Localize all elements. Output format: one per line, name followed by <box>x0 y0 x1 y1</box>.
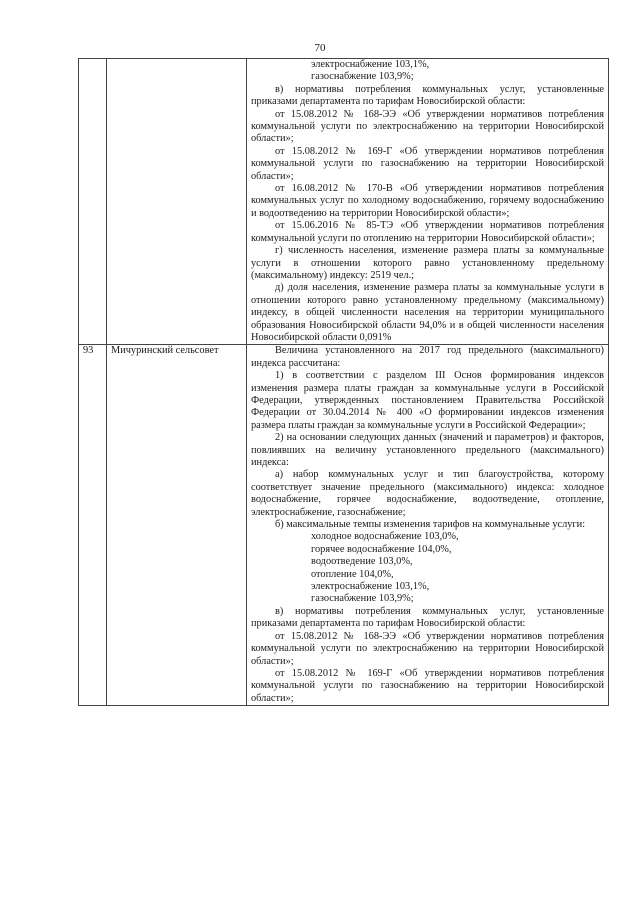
paragraph: в) нормативы потребления коммунальных услуг, установленные приказами департамента по тарифам Новосибирской области: <box>251 605 604 630</box>
municipality-name-cell <box>107 59 247 345</box>
tariff-list-item: водоотведение 103,0%, <box>311 556 413 568</box>
tariff-list-item: горячее водоснабжение 104,0%, <box>311 543 452 555</box>
tariff-list-item: газоснабжение 103,9%; <box>311 71 414 83</box>
paragraph: от 15.06.2016 № 85-ТЭ «Об утверждении нормативов потребления коммунальной услуги по отоплению на территории Новосибирской области»; <box>251 220 604 244</box>
municipality-name-cell: Мичуринский сельсовет <box>107 345 247 706</box>
paragraph: от 15.08.2012 № 168-ЭЭ «Об утверждении нормативов потребления коммунальной услуги по электроснабжению на территории Новосибирской области»; <box>251 630 604 667</box>
paragraph: Величина установленного на 2017 год предельного (максимального) индекса рассчитана: <box>251 345 604 369</box>
row-number-cell <box>79 59 107 345</box>
paragraph: 2) на основании следующих данных (значений и параметров) и факторов, повлиявших на величину установленного предельного (максимального) индекса: <box>251 432 604 468</box>
paragraph: 1) в соответствии с разделом III Основ формирования индексов изменения размера платы граждан за коммунальные услуги в Российской Федерации, утвержденных постановлением Правительства Российской Федерации от 30.04.2014 № 400 «О формировании индексов изменения размера платы граждан за коммунальные услуги в Российской Федерации»; <box>251 370 604 431</box>
municipality-index-table <box>78 58 609 706</box>
tariff-list-item: холодное водоснабжение 103,0%, <box>311 531 459 543</box>
paragraph: б) максимальные темпы изменения тарифов на коммунальные услуги: <box>275 519 586 531</box>
justification-text-cell <box>247 59 609 345</box>
page-number: 70 <box>314 42 326 54</box>
paragraph: в) нормативы потребления коммунальных услуг, установленные приказами департамента по тарифам Новосибирской области: <box>251 83 604 108</box>
paragraph: от 16.08.2012 № 170-В «Об утверждении нормативов потребления коммунальных услуг по холодному водоснабжению, горячему водоснабжению и водоотведению на территории Новосибирской области»; <box>251 183 604 219</box>
paragraph: г) численность населения, изменение размера платы за коммунальные услуги в отношении которого равно установленному предельному (максимальному) индексу: 2519 чел.; <box>251 245 604 281</box>
paragraph: а) набор коммунальных услуг и тип благоустройства, которому соответствует значение предельного (максимального) индекса: холодное водоснабжение, горячее водоснабжение, водоотведение, отопление, электроснабжение, газоснабжение; <box>251 469 604 518</box>
paragraph: от 15.08.2012 № 168-ЭЭ «Об утверждении нормативов потребления коммунальной услуги по электроснабжению на территории Новосибирской области»; <box>251 108 604 145</box>
tariff-list-item: отопление 104,0%, <box>311 568 394 580</box>
table-row <box>79 59 609 345</box>
paragraph: от 15.08.2012 № 169-Г «Об утверждении нормативов потребления коммунальной услуги по газоснабжению на территории Новосибирской области»; <box>251 667 604 704</box>
tariff-list-item: электроснабжение 103,1%, <box>311 581 430 593</box>
tariff-list-item: газоснабжение 103,9%; <box>311 593 414 605</box>
paragraph: от 15.08.2012 № 169-Г «Об утверждении нормативов потребления коммунальной услуги по газоснабжению на территории Новосибирской области»; <box>251 145 604 182</box>
paragraph: д) доля населения, изменение размера платы за коммунальные услуги в отношении которого равно установленному предельному (максимальному) индексу, в общей численности населения на территории муниципального образования Новосибирской области 94,0% и в общей численности населения Новосибирской области 0,091% <box>251 282 604 343</box>
justification-text-cell <box>247 345 609 706</box>
tariff-list-item: электроснабжение 103,1%, <box>311 59 430 70</box>
row-number-cell: 93 <box>79 345 107 706</box>
table-row <box>79 345 609 706</box>
table-body <box>79 59 609 706</box>
